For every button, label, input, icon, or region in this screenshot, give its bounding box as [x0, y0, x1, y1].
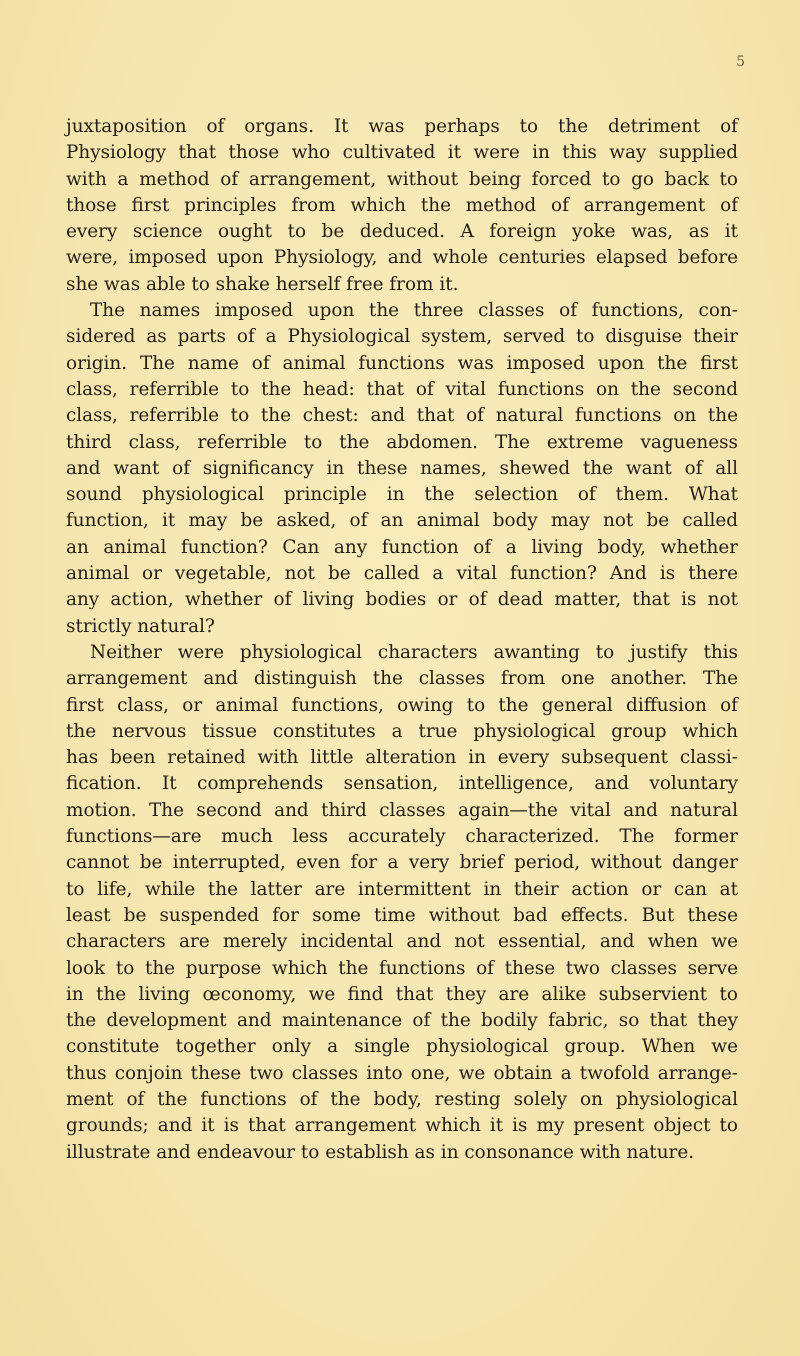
text-line: motion. The second and third classes again—the vital and natural — [66, 799, 738, 821]
text-line: and want of significancy in these names, shewed the want of all — [66, 457, 738, 479]
text-line: sidered as parts of a Physiological system, served to disguise their — [66, 326, 738, 348]
text-line: every science ought to be deduced. A foreign yoke was, as it — [66, 221, 738, 243]
text-line: fication. It comprehends sensation, intelligence, and voluntary — [66, 773, 738, 795]
text-line: those first principles from which the method of arrangement of — [66, 194, 738, 216]
text-line: Neither were physiological characters awanting to justify this — [90, 641, 738, 663]
paragraph — [66, 640, 738, 1166]
text-line: ment of the functions of the body, resting solely on physiological — [66, 1088, 738, 1110]
text-line: cannot be interrupted, even for a very brief period, without danger — [66, 852, 738, 874]
text-line: characters are merely incidental and not essential, and when we — [66, 931, 738, 953]
text-line: class, referrible to the head: that of vital functions on the second — [66, 378, 738, 400]
text-line: grounds; and it is that arrangement which it is my present object to — [66, 1115, 738, 1137]
text-line: The names imposed upon the three classes of functions, con- — [90, 300, 738, 322]
text-line: constitute together only a single physiological group. When we — [66, 1036, 738, 1058]
text-line: least be suspended for some time without bad effects. But these — [66, 904, 738, 926]
text-line: the nervous tissue constitutes a true physiological group which — [66, 720, 738, 742]
text-line: class, referrible to the chest: and that of natural functions on the — [66, 405, 738, 427]
text-line: animal or vegetable, not be called a vital function? And is there — [66, 563, 738, 585]
text-line: sound physiological principle in the selection of them. What — [66, 484, 738, 506]
text-line: with a method of arrangement, without being forced to go back to — [66, 168, 738, 190]
paragraph — [66, 298, 738, 640]
text-line: Physiology that those who cultivated it were in this way supplied — [66, 142, 738, 164]
text-line: has been retained with little alteration in every subsequent classi- — [66, 747, 738, 769]
text-line: in the living œconomy, we find that they are alike subservient to — [66, 983, 738, 1005]
text-line: she was able to shake herself free from it. — [66, 273, 459, 295]
text-line: the development and maintenance of the bodily fabric, so that they — [66, 1010, 738, 1032]
body-text — [66, 114, 738, 1166]
text-line: were, imposed upon Physiology, and whole centuries elapsed before — [66, 247, 738, 269]
page-number: 5 — [736, 54, 745, 70]
text-line: look to the purpose which the functions of these two classes serve — [66, 957, 738, 979]
text-line: an animal function? Can any function of a living body, whether — [66, 536, 738, 558]
text-line: any action, whether of living bodies or of dead matter, that is not — [66, 589, 738, 611]
text-line: origin. The name of animal functions was imposed upon the first — [66, 352, 738, 374]
text-line: juxtaposition of organs. It was perhaps to the detriment of — [66, 116, 738, 137]
text-line: illustrate and endeavour to establish as in consonance with nature. — [66, 1141, 695, 1163]
text-line: thus conjoin these two classes into one, we obtain a twofold arrange- — [66, 1062, 738, 1084]
text-line: third class, referrible to the abdomen. The extreme vagueness — [66, 431, 738, 453]
text-line: functions—are much less accurately characterized. The former — [66, 826, 738, 848]
text-line: arrangement and distinguish the classes from one another. The — [66, 668, 738, 690]
text-line: function, it may be asked, of an animal body may not be called — [66, 510, 738, 532]
paragraph — [66, 114, 738, 298]
text-line: strictly natural? — [66, 615, 215, 637]
text-line: first class, or animal functions, owing to the general diffusion of — [66, 694, 738, 716]
text-line: to life, while the latter are intermittent in their action or can at — [66, 878, 738, 900]
